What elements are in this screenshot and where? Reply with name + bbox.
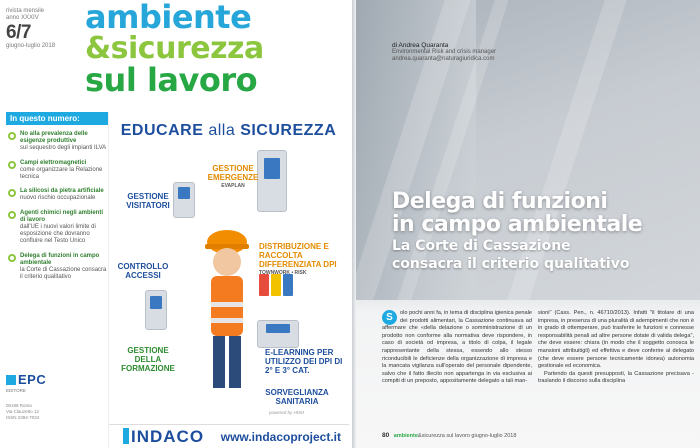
label-sorveglianza-sanitaria: SORVEGLIANZA SANITARIA: [265, 388, 329, 406]
issue-summary: [6, 112, 108, 288]
summary-item-title: No alla prevalenza delle esigenze produttive: [20, 131, 88, 145]
label-gestione-emergenze: GESTIONE EMERGENZE EVAPLAN: [207, 164, 259, 189]
masthead-line-3: sul lavoro: [85, 61, 258, 99]
publisher-logo: EPC: [6, 372, 106, 387]
drop-cap: S: [382, 310, 397, 325]
footer-brand-rest: &sicurezza sul lavoro: [417, 433, 470, 439]
article-author: [392, 42, 496, 63]
author-role: Environmental Risk and crisis manager: [392, 49, 497, 55]
publisher-tagline: EDITORE: [6, 388, 26, 393]
column-2-paragraph-2: Partendo da questi presupposti, la Cassazione precisava - traslando il discorso sulla disciplina: [538, 370, 694, 385]
worker-illustration: [191, 214, 261, 394]
emergency-kiosk-image: [257, 150, 287, 212]
cover-year: anno XXXIV: [6, 15, 39, 21]
column-2-paragraph-1: sioni" (Cass. Pen., n. 46710/2013). Infatti "il titolare di una impresa, in presenza di una pluralità di adempimenti che non è in grado di ottemperare, può trasferire le funzioni e connesse responsabilità penali ad altre persone dotate di valida delega", che deve essere: chiara (in modo che il soggetto conosca le mansioni attribuitigli) ed effettiva e deve conferire al delegato (che deve essere persone tecnicamente idonea) autonomia gestionale ed economica.: [538, 310, 694, 370]
publisher-logo-icon: [6, 375, 16, 385]
summary-item-text: sul sequestro degli impianti ILVA: [20, 145, 107, 152]
footer-date: giugno-luglio 2018: [471, 433, 517, 439]
label-controllo-accessi: CONTROLLO ACCESSI: [117, 262, 169, 280]
ad-url-link[interactable]: www.indacoproject.it: [220, 430, 341, 444]
summary-item-text: la Corte di Cassazione consacra il criterio qualitativo: [20, 267, 107, 281]
article-column-1: [382, 310, 532, 386]
summary-item[interactable]: [6, 160, 108, 182]
summary-heading: In questo numero:: [6, 112, 108, 125]
summary-item[interactable]: [6, 253, 108, 282]
summary-item-title: Delega di funzioni in campo ambientale: [20, 252, 100, 266]
bullet-icon: [8, 254, 16, 262]
label-gestione-formazione: GESTIONE DELLA FORMAZIONE: [121, 346, 175, 373]
bullet-icon: [8, 161, 16, 169]
cover-frequency: rivista mensile: [6, 8, 45, 14]
publisher-address: 00188 Roma Via Clauzetto 12 ISSN 2384-7034: [6, 403, 40, 420]
indaco-logo-icon: [123, 428, 129, 444]
page-footer: [382, 432, 516, 439]
label-e-learning: E-LEARNING PER UTILIZZO DEI DPI DI 2° E 3° CAT.: [265, 348, 343, 375]
indaco-logo: INDACO: [123, 427, 204, 447]
summary-item[interactable]: [6, 188, 108, 202]
article-headline: [392, 190, 692, 272]
summary-item[interactable]: [6, 210, 108, 246]
headline-line-1: Delega di funzioni: [392, 189, 608, 214]
article-column-2: [538, 310, 694, 386]
visitor-kiosk-image: [173, 182, 195, 218]
footer-brand: ambiente: [393, 433, 418, 439]
ad-footer: [109, 424, 349, 448]
access-terminal-image: [145, 290, 167, 330]
bullet-icon: [8, 211, 16, 219]
column-1-text: olo pochi anni fa, in tema di disciplina igienica penale dei prodotti alimentari, la Cassazione continuava ad affermare che «della delazione o somministrazione di un prodotto non conforme alla normativa deve rispondere, in caso di società od impresa, a titolo di colpa, il legale rappresentante della stessa, essendo allo stesso riconducibili le deficienze della organizzazione di impresa e la mancata vigilanza sull'operato del personale dipendente, salvo che il fatto illecito non appartenga in via esclusiva ai compiti di un preposto, appositamente delegato a tali man-: [382, 310, 532, 385]
publisher-block: [6, 372, 106, 421]
summary-item[interactable]: [6, 131, 108, 153]
summary-item-text: dall'UE i nuovi valori limite di esposizione che dovranno confluire nel Testo Unico: [20, 224, 96, 245]
laptop-image: [257, 320, 299, 348]
cover-meta: [6, 8, 68, 50]
bullet-icon: [8, 132, 16, 140]
summary-item-title: La silicosi da pietra artificiale: [20, 188, 104, 195]
headline-line-2: in campo ambientale: [392, 212, 643, 237]
advertisement[interactable]: [108, 112, 348, 448]
subheadline-line-1: La Corte di Cassazione: [392, 238, 571, 254]
masthead-line-1: ambiente: [85, 0, 252, 36]
subheadline-line-2: consacra il criterio qualitativo: [392, 256, 630, 272]
page-number: 80: [382, 432, 390, 439]
masthead-line-2: &sicurezza: [85, 31, 264, 66]
author-email[interactable]: andrea.quaranta@naturagiuridica.com: [392, 56, 495, 62]
author-name: di Andrea Quaranta: [392, 42, 449, 49]
issue-date: giugno-luglio 2018: [6, 43, 56, 49]
bullet-icon: [8, 189, 16, 197]
summary-item-text: nuovo rischio occupazionale: [20, 195, 96, 202]
issue-number: 6/7: [6, 22, 31, 43]
summary-item-title: Campi elettromagnetici: [20, 159, 87, 166]
ad-title: EDUCARE alla SICUREZZA: [120, 122, 337, 139]
powered-by: powered by HDM: [269, 410, 304, 415]
summary-item-text: come organizzare la Relazione tecnica: [20, 166, 103, 181]
label-distribuzione-dpi: DISTRIBUZIONE E RACCOLTA DIFFERENZIATA DPI TOWNWORK • RISK: [259, 242, 337, 276]
summary-item-title: Agenti chimici negli ambienti di lavoro: [20, 209, 104, 223]
masthead: [85, 0, 352, 99]
label-gestione-visitatori: GESTIONE VISITATORI: [126, 192, 170, 210]
article-page: [356, 0, 700, 448]
